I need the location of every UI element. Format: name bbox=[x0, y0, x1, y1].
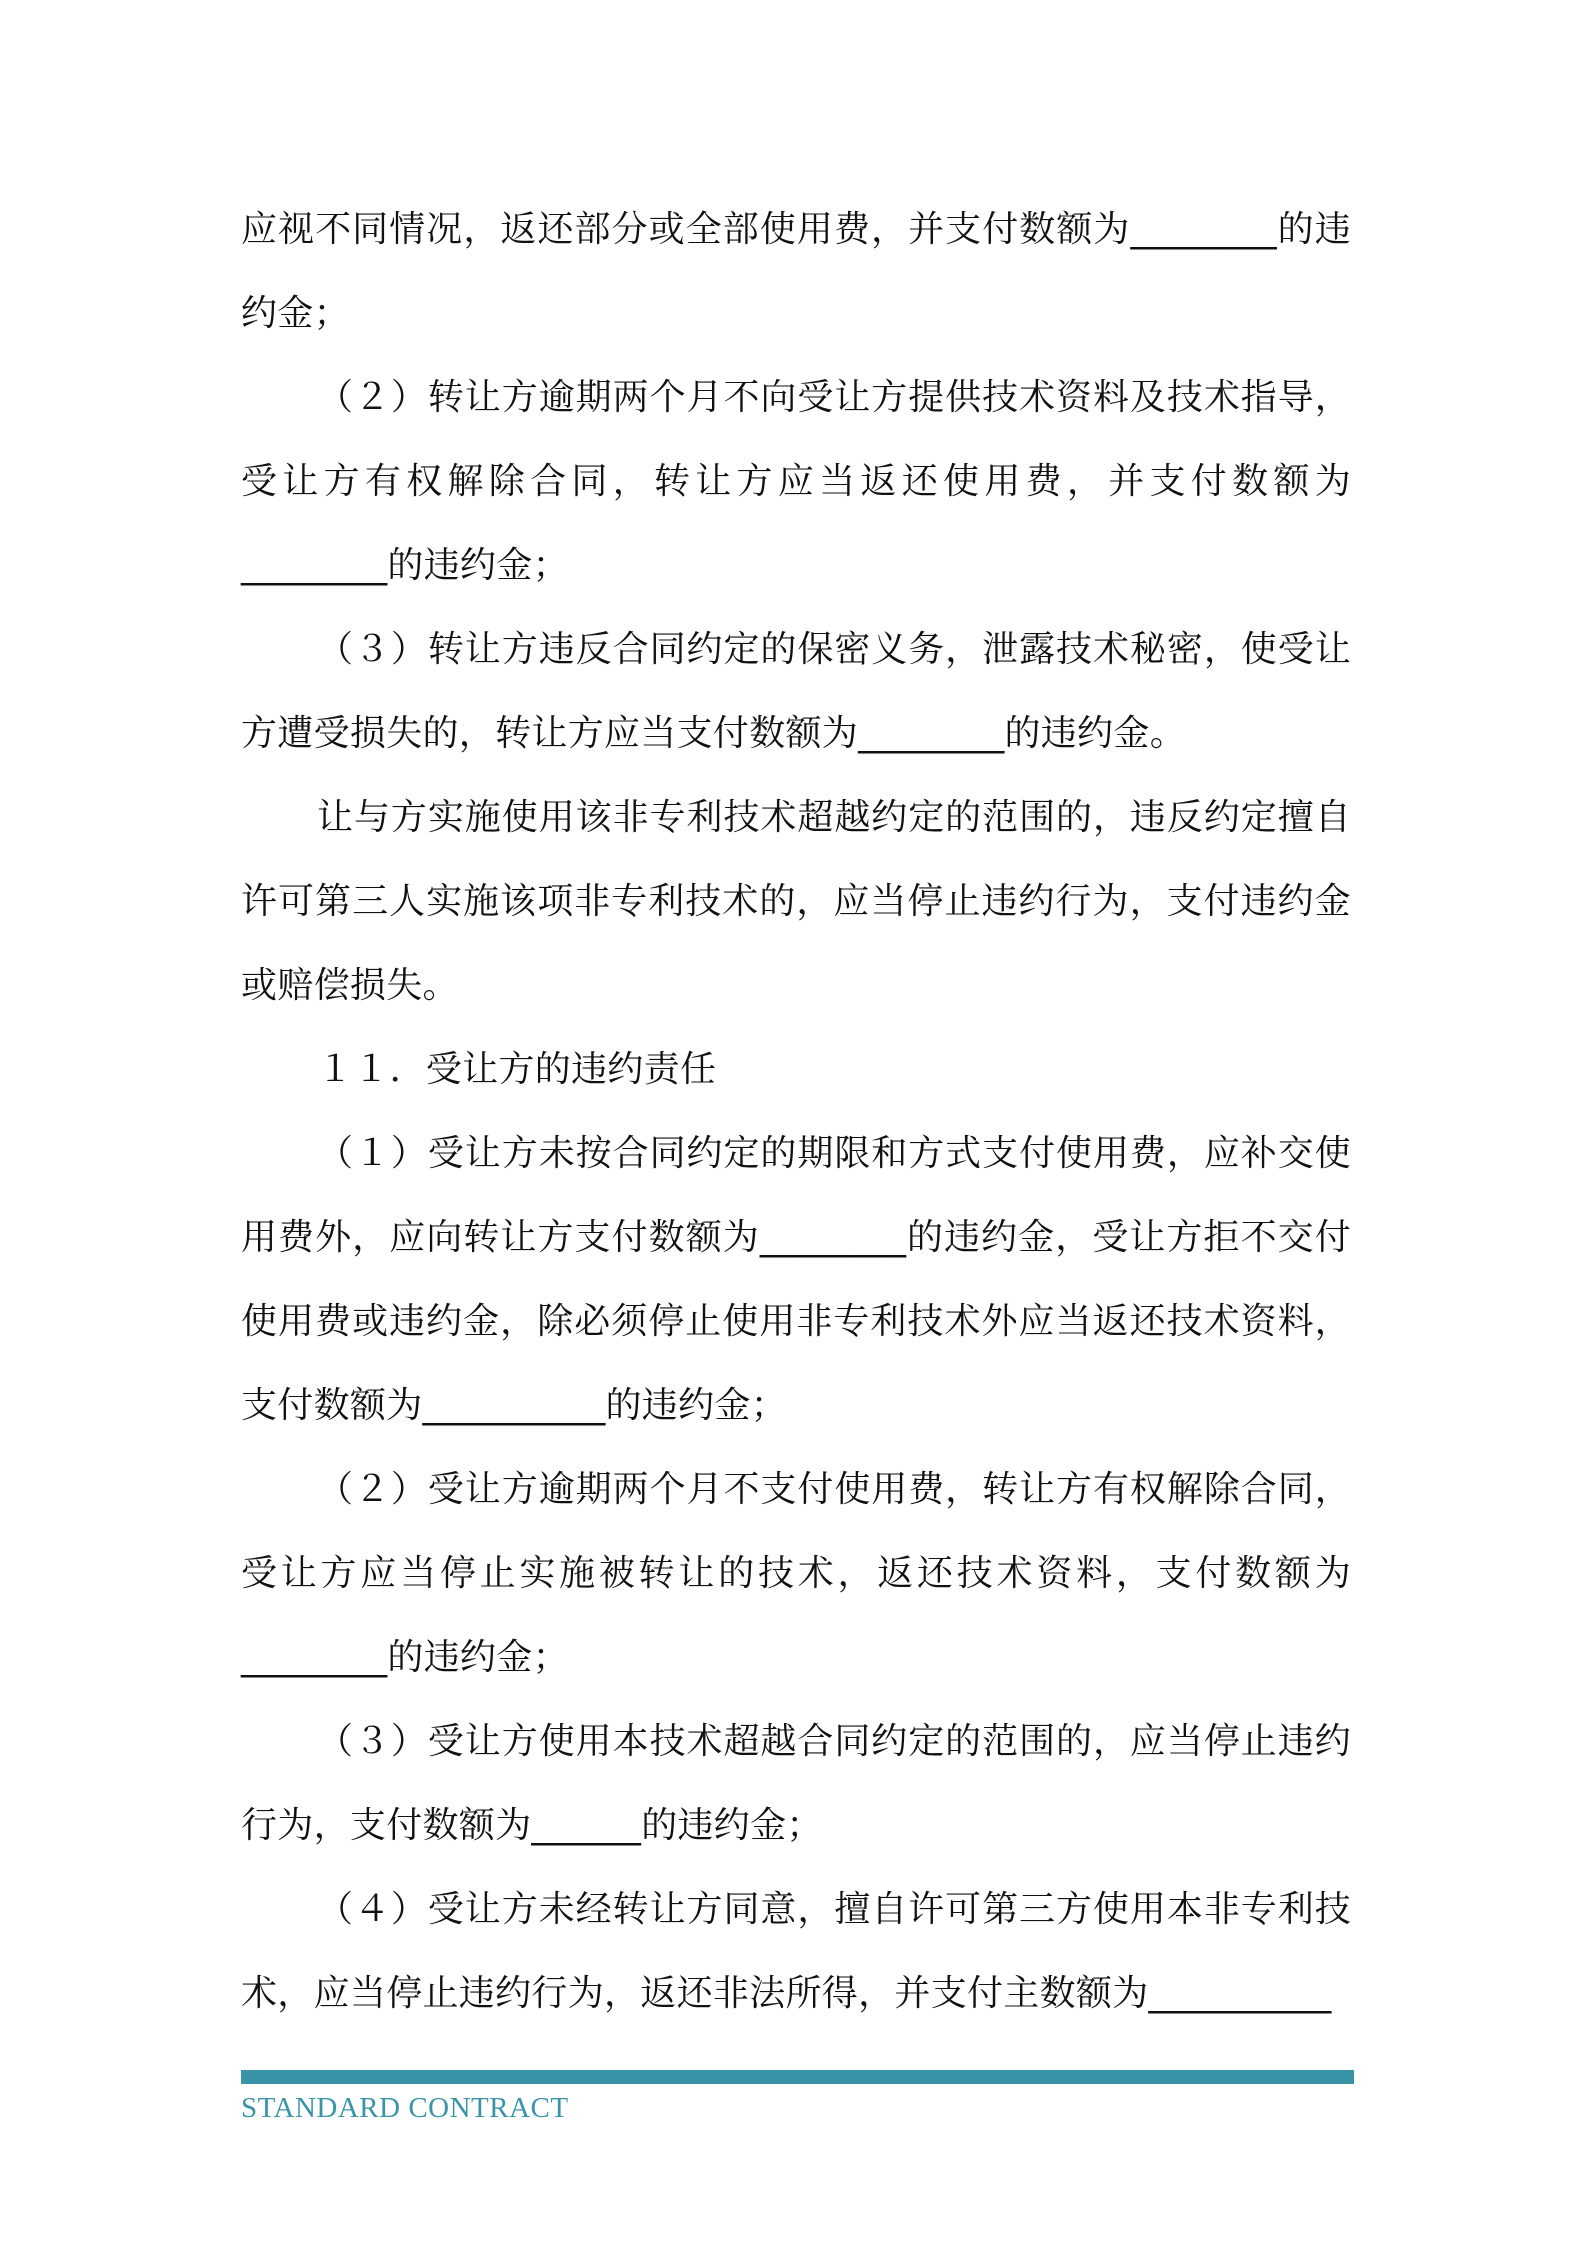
section-heading-11: １１．受让方的违约责任 bbox=[317, 1049, 717, 1090]
paragraph-6: （１）受让方未按合同约定的期限和方式支付使用费，应补交使用费外，应向转让方支付数额为________的违约金，受让方拒不交付使用费或违约金，除必须停止使用非专利技术外应当返还技术资料，支付数额为__________的违约金； bbox=[241, 1133, 1351, 1426]
contract-body bbox=[241, 188, 1351, 2036]
paragraph-3: （３）转让方违反合同约定的保密义务，泄露技术秘密，使受让方遭受损失的，转让方应当支付数额为________的违约金。 bbox=[241, 629, 1351, 754]
paragraph-1: 应视不同情况，返还部分或全部使用费，并支付数额为________的违约金； bbox=[241, 209, 1351, 334]
footer-bar bbox=[241, 2070, 1354, 2084]
paragraph-4: 让与方实施使用该非专利技术超越约定的范围的，违反约定擅自许可第三人实施该项非专利技术的，应当停止违约行为，支付违约金或赔偿损失。 bbox=[241, 797, 1351, 1006]
paragraph-7: （２）受让方逾期两个月不支付使用费，转让方有权解除合同，受让方应当停止实施被转让的技术，返还技术资料，支付数额为________的违约金； bbox=[241, 1469, 1351, 1678]
footer-label: STANDARD CONTRACT bbox=[241, 2092, 569, 2124]
paragraph-2: （２）转让方逾期两个月不向受让方提供技术资料及技术指导，受让方有权解除合同，转让方应当返还使用费，并支付数额为________的违约金； bbox=[241, 377, 1351, 586]
paragraph-9: （４）受让方未经转让方同意，擅自许可第三方使用本非专利技术，应当停止违约行为，返还非法所得，并支付主数额为__________ bbox=[241, 1889, 1351, 2014]
paragraph-8: （３）受让方使用本技术超越合同约定的范围的，应当停止违约行为，支付数额为______的违约金； bbox=[241, 1721, 1351, 1846]
